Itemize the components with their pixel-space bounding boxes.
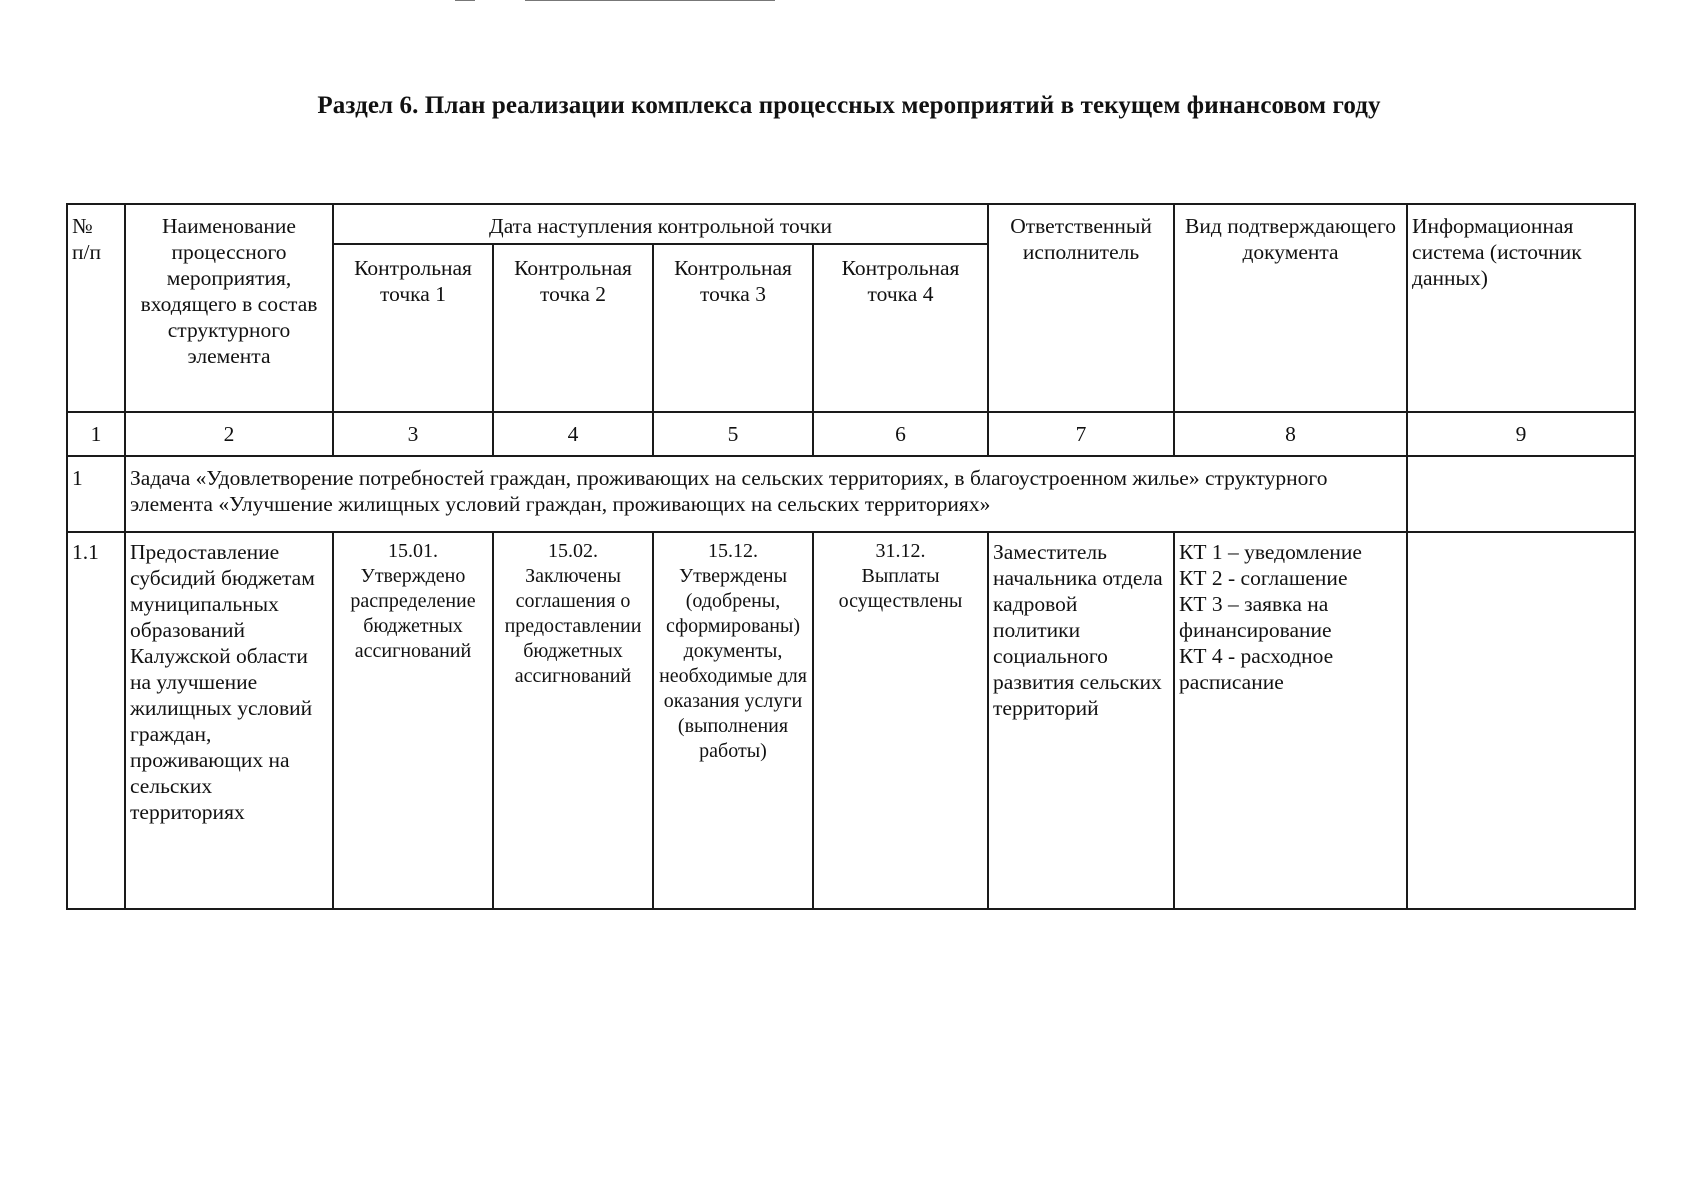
header-checkpoint-2: Контрольная точка 2 (493, 244, 653, 412)
row-responsible: Заместитель начальника отдела кадровой политики социального развития сельских территорий (988, 532, 1174, 909)
header-number: № п/п (67, 204, 125, 412)
scan-artifact-line (525, 0, 775, 1)
column-number: 6 (813, 412, 988, 456)
header-responsible: Ответственный исполнитель (988, 204, 1174, 412)
column-number: 2 (125, 412, 333, 456)
header-row (67, 204, 1635, 244)
task-row (67, 456, 1635, 532)
row-doc-type: КТ 1 – уведомление КТ 2 - соглашение КТ 3 – заявка на финансирование КТ 4 - расходное расписание (1174, 532, 1407, 909)
column-number: 8 (1174, 412, 1407, 456)
row-checkpoint-1: 15.01. Утверждено распределение бюджетных ассигнований (333, 532, 493, 909)
task-text: Задача «Удовлетворение потребностей граждан, проживающих на сельских территориях, в благоустроенном жилье» структурного элемента «Улучшение жилищных условий граждан, проживающих на сельских территориях» (125, 456, 1407, 532)
table-row (67, 532, 1635, 909)
row-checkpoint-3: 15.12. Утверждены (одобрены, сформированы) документы, необходимые для оказания услуги (выполнения работы) (653, 532, 813, 909)
task-number: 1 (67, 456, 125, 532)
row-checkpoint-4: 31.12. Выплаты осуществлены (813, 532, 988, 909)
header-info-system: Информационная система (источник данных) (1407, 204, 1635, 412)
row-number: 1.1 (67, 532, 125, 909)
row-info-system (1407, 532, 1635, 909)
row-checkpoint-2: 15.02. Заключены соглашения о предоставлении бюджетных ассигнований (493, 532, 653, 909)
header-checkpoint-3: Контрольная точка 3 (653, 244, 813, 412)
column-number: 4 (493, 412, 653, 456)
column-numbers-row (67, 412, 1635, 456)
header-name: Наименование процессного мероприятия, входящего в состав структурного элемента (125, 204, 333, 412)
task-info-system-cell (1407, 456, 1635, 532)
page-title: Раздел 6. План реализации комплекса процессных мероприятий в текущем финансовом году (317, 92, 1381, 119)
column-number: 1 (67, 412, 125, 456)
header-checkpoint-4: Контрольная точка 4 (813, 244, 988, 412)
scan-artifact-line (455, 0, 475, 1)
header-checkpoint-1: Контрольная точка 1 (333, 244, 493, 412)
column-number: 3 (333, 412, 493, 456)
column-number: 9 (1407, 412, 1635, 456)
column-number: 7 (988, 412, 1174, 456)
header-doc-type: Вид подтверждающего документа (1174, 204, 1407, 412)
column-number: 5 (653, 412, 813, 456)
header-date-group: Дата наступления контрольной точки (333, 204, 988, 244)
plan-table (66, 203, 1636, 910)
row-measure-name: Предоставление субсидий бюджетам муниципальных образований Калужской области на улучшение жилищных условий граждан, проживающих на сельских территориях (125, 532, 333, 909)
